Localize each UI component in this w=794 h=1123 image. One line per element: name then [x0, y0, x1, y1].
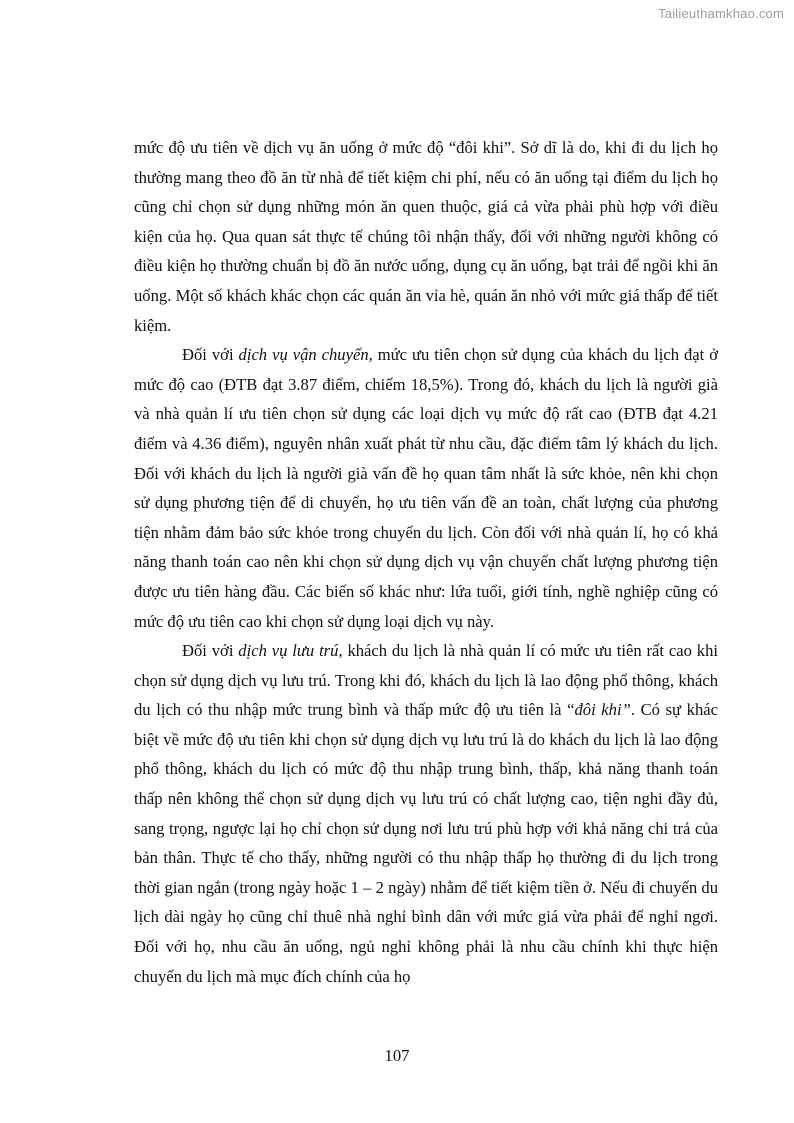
paragraph-text: . Có sự khác biệt về mức độ ưu tiên khi chọn sử dụng dịch vụ lưu trú là do khách du lịch là lao động phổ thông, khách du lịch có mức độ thu nhập trung bình, thấp, khả năng thanh toán thấp nên không thể chọn sử dụng dịch vụ lưu trú có chất lượng cao, tiện nghi đầy đủ, sang trọng, ngược lại họ chỉ chọn sử dụng nơi lưu trú phù hợp với khả năng chi trả của bản thân. Thực tế cho thấy, những người có thu nhập thấp họ thường đi du lịch trong thời gian ngắn (trong ngày hoặc 1 – 2 ngày) nhằm để tiết kiệm tiền ở. Nếu đi chuyến du lịch dài ngày họ cũng chỉ thuê nhà nghỉ bình dân với mức giá vừa phải để nghỉ ngơi. Đối với họ, nhu cầu ăn uống, ngủ nghỉ không phải là nhu cầu chính khi thực hiện chuyến du lịch mà mục đích chính của họ — [134, 700, 718, 986]
page-number: 107 — [384, 1046, 410, 1065]
emphasis-accommodation-service: dịch vụ lưu trú — [238, 641, 339, 661]
paragraph-3 — [134, 636, 718, 991]
emphasis-transport-service: dịch vụ vận chuyển — [238, 345, 369, 365]
emphasis-sometimes: đôi khi” — [574, 700, 631, 720]
paragraph-1 — [134, 133, 718, 340]
paragraph-text: , khách du lịch là nhà quản lí có mức ưu tiên rất cao khi chọn sử dụng dịch vụ lưu trú. Trong khi đó, khách du lịch là lao động phổ thông, khách du lịch có thu nhập mức trung bình và thấp mức độ ưu tiên là “ — [134, 641, 718, 720]
document-body — [134, 133, 718, 991]
paragraph-text: , mức ưu tiên chọn sử dụng của khách du lịch đạt ở mức độ cao (ĐTB đạt 3.87 điểm, chiếm 18,5%). Trong đó, khách du lịch là người già và nhà quản lí ưu tiên chọn sử dụng các loại dịch vụ mức độ rất cao (ĐTB đạt 4.21 điểm và 4.36 điểm), nguyên nhân xuất phát từ nhu cầu, đặc điểm tâm lý khách du lịch. Đối với khách du lịch là người già vấn đề họ quan tâm nhất là sức khỏe, nên khi chọn sử dụng phương tiện để di chuyển, họ ưu tiên vấn đề an toàn, chất lượng của phương tiện nhằm đảm bảo sức khỏe trong chuyến du lịch. Còn đối với nhà quản lí, họ có khả năng thanh toán cao nên khi chọn sử dụng dịch vụ vận chuyển chất lượng phương tiện được ưu tiên hàng đầu. Các biến số khác như: lứa tuổi, giới tính, nghề nghiệp cũng có mức độ ưu tiên cao khi chọn sử dụng loại dịch vụ này. — [134, 345, 719, 631]
paragraph-text: Đối với — [182, 641, 239, 661]
paragraph-text: mức độ ưu tiên về dịch vụ ăn uống ở mức độ “đôi khi”. Sở dĩ là do, khi đi du lịch họ thường mang theo đồ ăn từ nhà để tiết kiệm chi phí, nếu có ăn uống tại điểm du lịch họ cũng chỉ chọn sử dụng những món ăn quen thuộc, giá cả vừa phải phù hợp với điều kiện của họ. Qua quan sát thực tế chúng tôi nhận thấy, đối với những người không có điều kiện họ thường chuẩn bị đồ ăn nước uống, dụng cụ ăn uống, bạt trải để ngồi khi ăn uống. Một số khách khác chọn các quán ăn vỉa hè, quán ăn nhỏ với mức giá thấp để tiết kiệm. — [134, 138, 718, 335]
paragraph-text: Đối với — [182, 345, 239, 365]
watermark-text: Tailieuthamkhao.com — [658, 6, 784, 21]
paragraph-2 — [134, 340, 718, 636]
